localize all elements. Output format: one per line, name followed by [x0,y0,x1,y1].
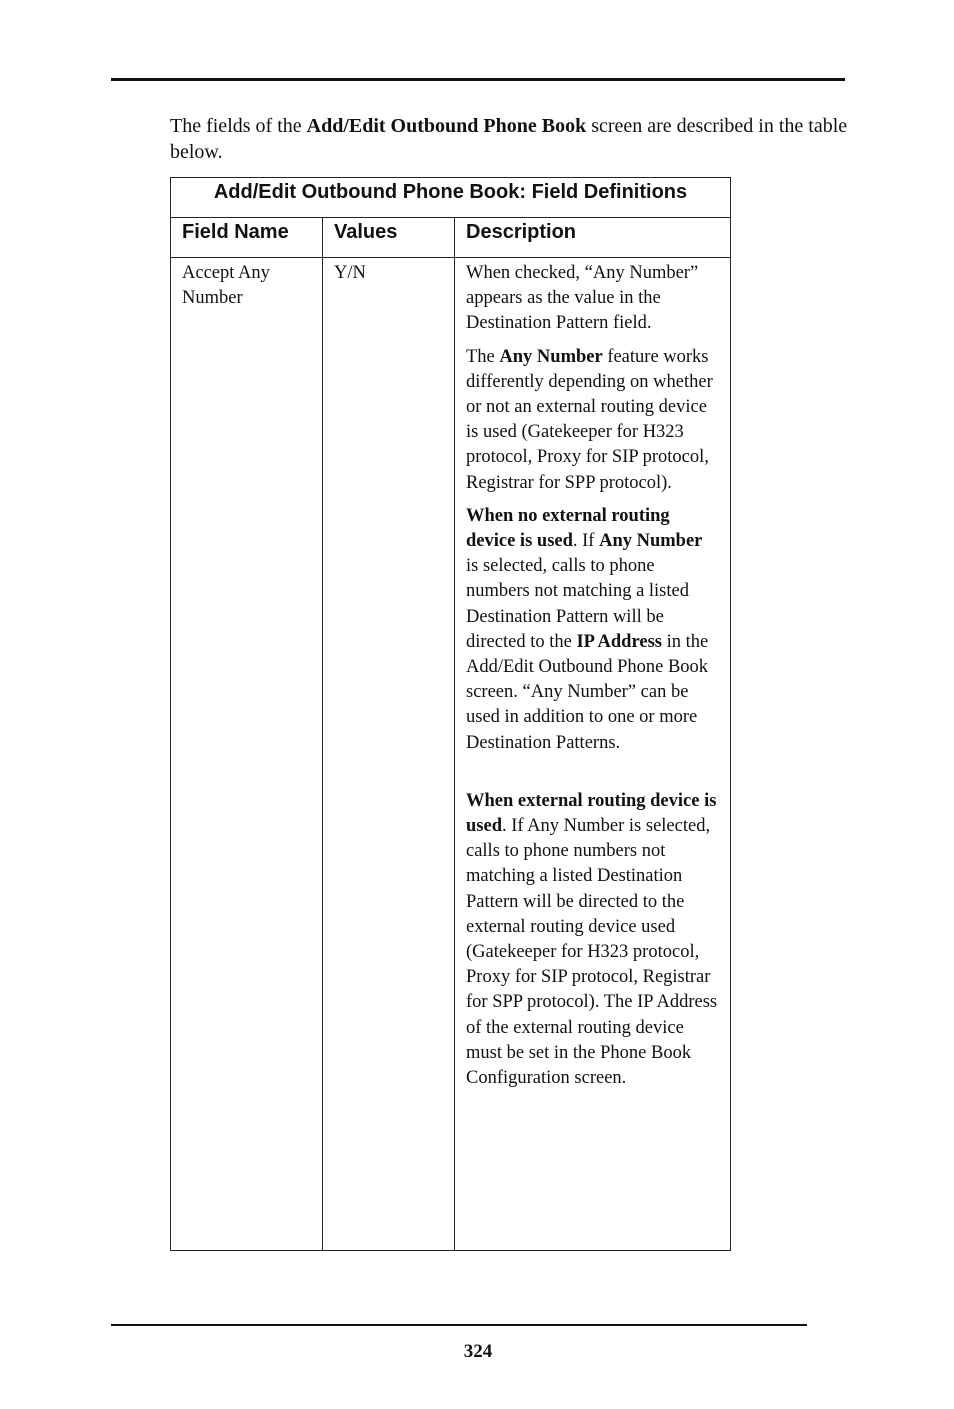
p2-text-c: feature works differently depending on whether or not an external routing device is used (Gatekeeper for H323 protocol, Proxy for SIP protocol, Registrar for SPP protocol). [466,346,713,493]
intro-screen-name: Add/Edit Outbound Phone Book [306,115,587,137]
values-text: Y/N [334,263,366,283]
p3-text-c: is selected, calls to phone numbers not matching a listed Destination Pattern will be directed to the [466,556,689,652]
intro-suffix: screen are described in the table below. [170,115,848,163]
description-paragraph-3 [466,504,719,756]
intro-paragraph [170,113,850,165]
p3-bold-ip-address: IP Address [576,631,662,652]
field-definitions-table [170,177,731,1251]
p2-bold-any-number: Any Number [499,346,603,367]
header-rule [111,78,845,81]
table-caption: Add/Edit Outbound Phone Book: Field Definitions [171,178,731,218]
table-header-row [171,218,731,258]
p3-bold-any-number: Any Number [599,531,703,552]
p2-text-a: The [466,346,500,367]
p3-text-e: in the Add/Edit Outbound Phone Book screen. “Any Number” can be used in addition to one or more Destination Patterns. [466,631,709,753]
field-name-cell [171,258,323,1251]
p4-lead: When external routing device is used [466,790,717,837]
description-paragraph-1: When checked, “Any Number” appears as the value in the Destination Pattern field. [466,263,699,334]
footer-rule [111,1324,807,1326]
values-cell [323,258,455,1251]
description-paragraph-2 [466,345,719,496]
description-cell [455,258,731,1251]
field-name-text: Accept Any Number [182,263,270,309]
p4-text-a: . If Any Number is selected, calls to phone numbers not matching a listed Destination Pattern will be directed to the external routing device used (Gatekeeper for H323 protocol, Proxy for SIP protocol, Registrar for SPP protocol). The IP Address of the external routing device must be set in the Phone Book Configuration screen. [466,816,718,1089]
page-number: 324 [463,1341,493,1362]
column-header-description: Description [455,218,731,258]
column-header-field-name: Field Name [171,218,323,258]
p3-text-a: . If [572,531,600,552]
p3-lead: When no external routing device is used [466,505,670,552]
table-row [171,258,731,1251]
column-header-values: Values [323,218,455,258]
description-paragraph-4 [466,789,719,1091]
intro-prefix: The fields of the [170,115,307,137]
table-caption-row [171,178,731,218]
